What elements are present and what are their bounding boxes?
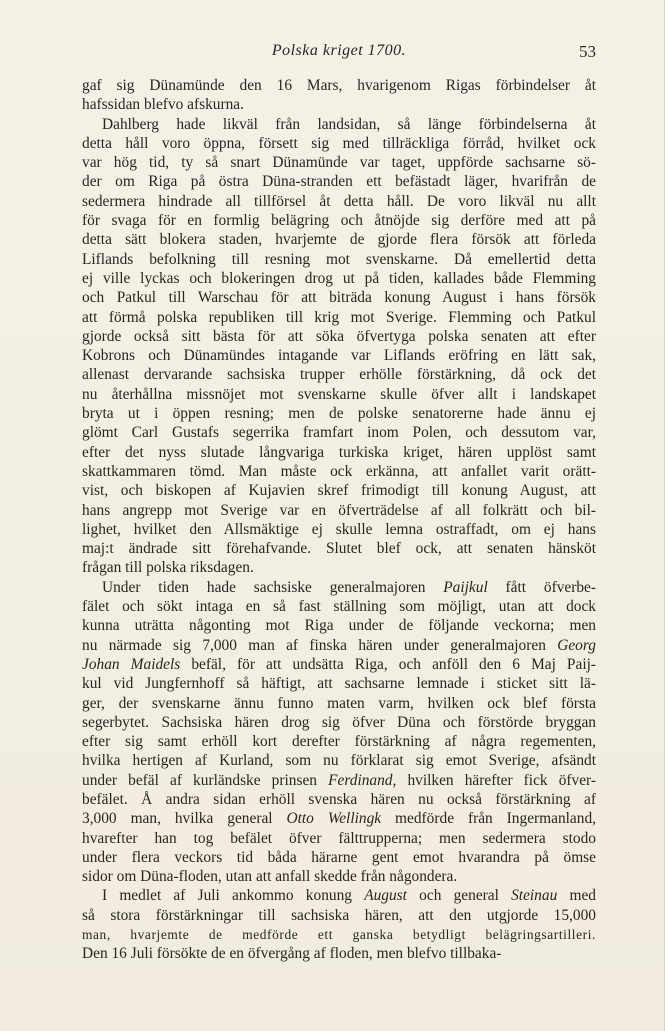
- text-segment: detta sätt blokera staden, hvarjemte de gjorde flera försök att förleda: [82, 231, 596, 249]
- text-line: [82, 365, 596, 384]
- text-line: [82, 346, 596, 365]
- text-line: [82, 829, 596, 848]
- text-line: [82, 771, 596, 790]
- text-line: [82, 269, 596, 288]
- body-text: [82, 76, 596, 964]
- text-segment: Dahlberg hade likväl från landsidan, så länge förbindelserna åt: [102, 115, 596, 133]
- text-segment: maj:t ändrade sitt förehafvande. Slutet blef ock, att senaten hänsköt: [82, 540, 596, 558]
- text-line: [82, 327, 596, 346]
- text-segment: Den 16 Juli försökte de en öfvergång af floden, men blefvo tillbaka-: [82, 945, 502, 963]
- text-line: [82, 848, 596, 867]
- text-segment: hvilka hertigen af Kurland, som nu förklarat sig emot Sverige, afsändt: [82, 752, 596, 770]
- text-line: [82, 172, 596, 191]
- text-segment: ger, der svenskarne ännu funno maten varm, hvilken ock blef första: [82, 694, 596, 712]
- text-segment: der om Riga på östra Düna-stranden ett befästadt läger, hvarifrån de: [82, 173, 596, 191]
- text-line: [82, 134, 596, 153]
- text-line: [82, 462, 596, 481]
- text-segment: fälet och sökt intaga en så fast ställning som möjligt, utan att dock: [82, 598, 596, 616]
- text-line: [82, 867, 596, 886]
- page-number: 53: [579, 42, 596, 61]
- text-line: [82, 790, 596, 809]
- italic-name: Ferdinand,: [328, 771, 397, 789]
- text-line: [82, 944, 596, 963]
- text-line: [82, 732, 596, 751]
- text-line: [82, 211, 596, 230]
- text-segment: för svaga för en formlig belägring och åtnöjde sig derföre med att på: [82, 212, 596, 230]
- text-segment: sedermera hindrade all tillförsel åt detta håll. De voro likväl nu allt: [82, 192, 596, 210]
- text-line: [82, 288, 596, 307]
- text-segment: hafssidan blefvo afskurna.: [82, 96, 244, 114]
- text-segment: att förmå polska republiken till krig mot Sverige. Flemming och Patkul: [82, 308, 596, 326]
- text-line: [82, 925, 596, 944]
- italic-name: Steinau: [511, 887, 558, 905]
- text-segment: vist, och biskopen af Kujavien skref frimodigt till konung August, att: [82, 482, 596, 500]
- text-line: [82, 674, 596, 693]
- text-segment: man, hvarjemte de medförde ett ganska betydligt belägringsartilleri.: [82, 927, 596, 943]
- text-line: [82, 501, 596, 520]
- text-line: [82, 539, 596, 558]
- text-line: [82, 192, 596, 211]
- text-line: [82, 481, 596, 500]
- text-line: [82, 636, 596, 655]
- text-segment: nu närmade sig 7,000 man af finska hären under generalmajoren: [82, 636, 558, 654]
- text-segment: och Patkul till Warschau för att biträda konung August i hans försök: [82, 289, 596, 307]
- italic-name: August: [364, 887, 407, 905]
- text-line: [82, 250, 596, 269]
- text-segment: I medlet af Juli ankommo konung: [102, 887, 365, 905]
- text-segment: skattkammaren tömd. Man måste ock erkänna, att anfallet varit orätt-: [82, 462, 596, 480]
- text-segment: 3,000 man, hvilka general: [82, 810, 287, 828]
- running-title: Polska kriget 1700.: [271, 42, 407, 59]
- text-segment: allenast dervarande sachsiska trupper erhölle förstärkning, då ock det: [82, 366, 596, 384]
- text-line: [82, 95, 596, 114]
- text-segment: gaf sig Dünamünde den 16 Mars, hvarigenom Rigas förbindelser åt: [82, 77, 596, 94]
- text-segment: och general: [406, 887, 512, 905]
- text-line: [82, 616, 596, 635]
- italic-name: Paijkul: [443, 578, 488, 596]
- text-segment: kunna uträtta någonting mot Riga under de följande veckorna; men: [82, 617, 596, 635]
- text-segment: nu återhållna missnöjet mot svenskarne skulle öfver allt i landskapet: [82, 385, 596, 403]
- italic-name: Johan Maidels: [82, 655, 181, 673]
- text-line: [82, 713, 596, 732]
- text-segment: fått öfverbe-: [487, 578, 597, 596]
- text-segment: kul vid Jungfernhoff så häftigt, att sachsarne lemnade i sticket sitt lä-: [82, 675, 596, 693]
- text-segment: Under tiden hade sachsiske generalmajoren: [102, 578, 444, 596]
- text-segment: hvarefter han tog befälet öfver fälttrupperna; men sedermera stodo: [82, 829, 596, 847]
- text-segment: glömt Carl Gustafs segerrika framfart inom Polen, och dessutom var,: [82, 424, 596, 442]
- text-segment: ej ville lyckas och blokeringen drog ut på tiden, kallades både Flemming: [82, 269, 596, 287]
- text-line: [82, 694, 596, 713]
- text-segment: medförde från Ingermanland,: [381, 810, 597, 828]
- text-line: [82, 423, 596, 442]
- text-line: [82, 809, 596, 828]
- text-line: [82, 230, 596, 249]
- text-segment: under befäl af kurländske prinsen: [82, 771, 329, 789]
- text-segment: Kobrons och Dünamündes intagande var Liflands eröfring en lätt sak,: [82, 347, 596, 365]
- text-line: [82, 308, 596, 327]
- text-segment: efter sig samt erhöll kort derefter förstärkning af några regementen,: [82, 733, 596, 751]
- text-line: [82, 153, 596, 172]
- text-segment: lighet, hvilket den Allsmäktige ej skulle lemna ostraffadt, om ej hans: [82, 520, 596, 538]
- italic-name: Otto Wellingk: [286, 810, 382, 828]
- text-segment: så stora förstärkningar till sachsiska hären, att den utgjorde 15,000: [82, 906, 596, 924]
- text-line: [82, 751, 596, 770]
- text-line: [82, 404, 596, 423]
- text-segment: segerbytet. Sachsiska hären drog sig öfver Düna och förstörde bryggan: [82, 713, 596, 731]
- text-line: [82, 115, 596, 134]
- text-line: [82, 886, 596, 905]
- text-line: [82, 597, 596, 616]
- text-segment: gjorde också sitt bästa för att söka öfvertyga polska senaten att efter: [82, 327, 596, 345]
- text-segment: detta håll voro öppna, försett sig med tillräckliga förråd, hvilket ock: [82, 134, 596, 152]
- text-line: [82, 558, 596, 577]
- text-segment: hans angrepp mot Sverige var en öfverträdelse af all folkrätt och bil-: [82, 501, 596, 519]
- text-segment: efter det nyss slutade långvariga turkiska kriget, hären upplöst samt: [82, 443, 596, 461]
- text-line: [82, 578, 596, 597]
- text-segment: befälet. Å andra sidan erhöll svenska hären nu också förstärkning af: [82, 790, 596, 808]
- text-line: [82, 443, 596, 462]
- text-line: [82, 76, 596, 95]
- text-segment: bryta ut i öppen resning; men de polske senatorerne hade ännu ej: [82, 405, 596, 423]
- text-line: [82, 520, 596, 539]
- text-segment: hvilken härefter fick öfver-: [396, 771, 596, 789]
- text-line: [82, 906, 596, 925]
- text-line: [82, 655, 596, 674]
- text-segment: under flera veckors tid båda härarne gent emot hvarandra på ömse: [82, 848, 596, 866]
- text-segment: befäl, för att undsätta Riga, och anföll den 6 Maj Paij-: [180, 655, 596, 673]
- text-line: [82, 385, 596, 404]
- text-segment: med: [557, 887, 596, 905]
- page-header: [82, 42, 596, 66]
- text-segment: frågan till polska riksdagen.: [82, 559, 254, 577]
- italic-name: Georg: [557, 636, 596, 654]
- text-segment: sidor om Düna-floden, utan att anfall skedde från någondera.: [82, 868, 458, 886]
- text-segment: var hög tid, ty så snart Dünamünde var taget, uppförde sachsarne sö-: [82, 154, 596, 172]
- text-segment: Liflands befolkning till resning mot svenskarne. Då emellertid detta: [82, 250, 596, 268]
